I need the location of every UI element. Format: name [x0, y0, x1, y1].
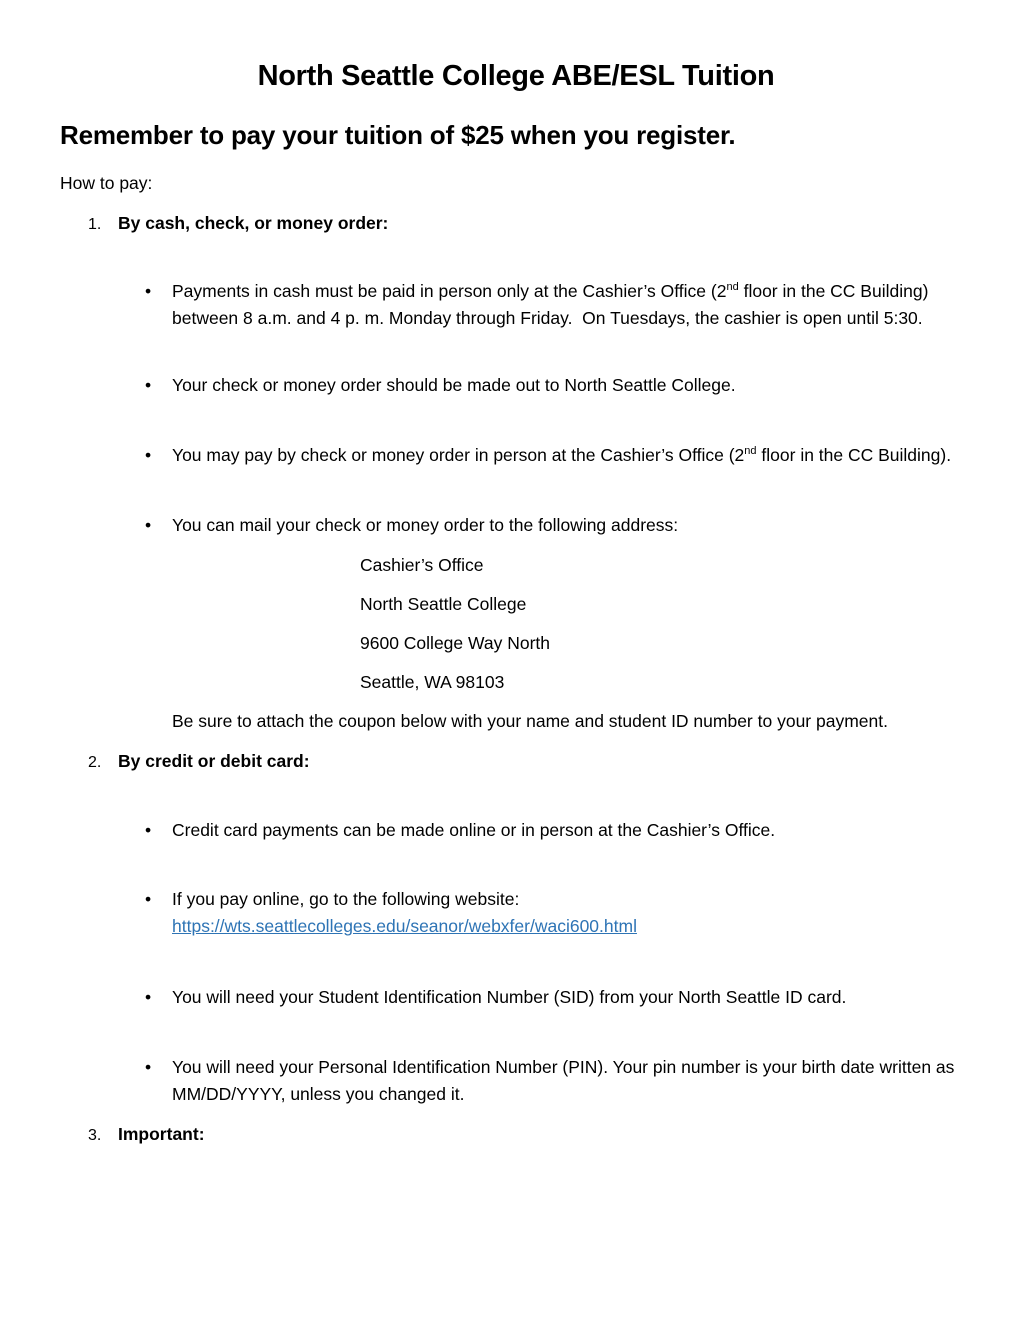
address-line-office: Cashier’s Office: [360, 555, 484, 575]
bullet-mail-address-text: You can mail your check or money order to the following address:: [172, 515, 679, 535]
bullet-pin: [60, 1054, 972, 1108]
bullet-marker: •: [145, 375, 152, 395]
bullet-sid-text: You will need your Student Identification Number (SID) from your North Seattle ID card.: [172, 987, 847, 1007]
bullet-pin-text: You will need your Personal Identification Number (PIN). Your pin number is your birth date written as MM/DD/YYYY, unless you changed it.: [172, 1057, 960, 1104]
coupon-note: Be sure to attach the coupon below with your name and student ID number to your payment.: [172, 711, 888, 731]
how-to-pay-label: How to pay:: [60, 173, 153, 193]
bullet-check-in-person-text: You may pay by check or money order in person at the Cashier’s Office (2nd floor in the CC Building).: [172, 445, 952, 465]
superscript-ordinal: nd: [726, 281, 739, 294]
list-item-3-number: 3.: [88, 1127, 102, 1144]
payment-website-link[interactable]: https://wts.seattlecolleges.edu/seanor/webxfer/waci600.html: [172, 916, 637, 936]
bullet-credit-card-text: Credit card payments can be made online or in person at the Cashier’s Office.: [172, 820, 776, 840]
bullet-pay-online-text: If you pay online, go to the following website: https://wts.seattlecolleges.edu/seanor/webxfer/waci600.html: [172, 886, 972, 940]
bullet-marker: •: [145, 515, 152, 535]
address-line-college: North Seattle College: [360, 594, 527, 614]
list-item-2: [60, 748, 972, 775]
bullet-mail-address: [60, 512, 972, 539]
list-item-2-heading: By credit or debit card:: [118, 751, 310, 771]
bullet-pay-online: [60, 886, 972, 940]
bullet-check-in-person: [60, 442, 972, 469]
bullet-cash-payment-text: Payments in cash must be paid in person only at the Cashier’s Office (2nd floor in the CC Building) between 8 a.m. and 4 p. m. Monday through Friday. On Tuesdays, the cashier is open until 5:30.: [172, 281, 934, 328]
bullet-credit-card: [60, 817, 972, 844]
bullet-marker: •: [145, 445, 152, 465]
list-item-3: [60, 1121, 972, 1148]
mailing-address-block: [60, 552, 972, 696]
bullet-cash-payment: [60, 278, 972, 332]
bullet-marker: •: [145, 820, 152, 840]
superscript-ordinal: nd: [744, 445, 757, 458]
address-line-city: Seattle, WA 98103: [360, 672, 505, 692]
list-item-2-number: 2.: [88, 754, 102, 771]
bullet-marker: •: [145, 987, 152, 1007]
bullet-check-payee-text: Your check or money order should be made out to North Seattle College.: [172, 375, 736, 395]
bullet-marker: •: [145, 281, 152, 301]
bullet-marker: •: [145, 889, 152, 909]
bullet-sid: [60, 984, 972, 1011]
document-title: North Seattle College ABE/ESL Tuition: [257, 60, 775, 92]
list-item-1-number: 1.: [88, 216, 102, 233]
list-item-3-heading: Important:: [118, 1124, 205, 1144]
list-item-1-heading: By cash, check, or money order:: [118, 213, 389, 233]
list-item-1: [60, 210, 972, 237]
reminder-heading: Remember to pay your tuition of $25 when you register.: [60, 120, 736, 150]
address-line-street: 9600 College Way North: [360, 633, 551, 653]
bullet-check-payee: [60, 372, 972, 399]
bullet-marker: •: [145, 1057, 152, 1077]
